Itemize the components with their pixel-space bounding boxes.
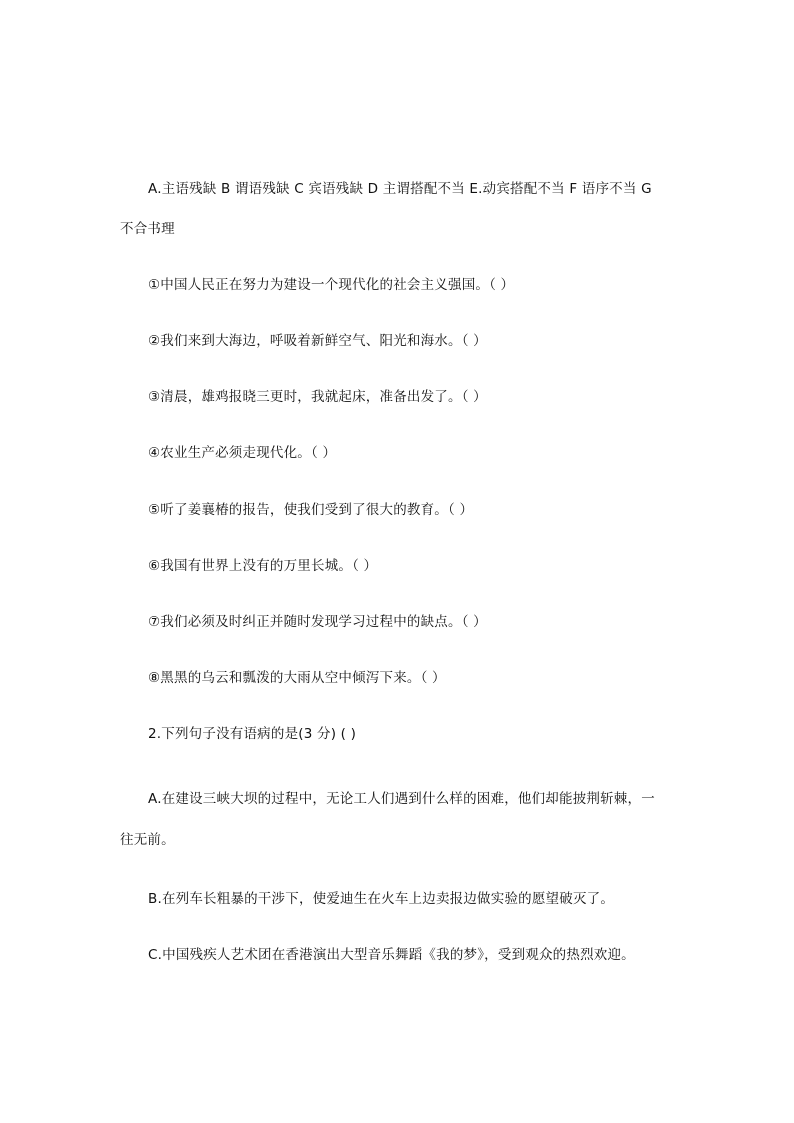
q1-options-line-2: 不合书理 xyxy=(120,221,175,237)
q1-item-7: ⑦我们必须及时纠正并随时发现学习过程中的缺点。（ ） xyxy=(148,614,487,630)
q1-item-1: ①中国人民正在努力为建设一个现代化的社会主义强国。（ ） xyxy=(148,277,515,293)
q2-stem: 2.下列句子没有语病的是(3 分) ( ) xyxy=(148,726,357,742)
q1-options-line-1: A.主语残缺 B 谓语残缺 C 宾语残缺 D 主谓搭配不当 E.动宾搭配不当 F 语序不当 G xyxy=(148,181,652,197)
q2-option-a-line-2: 往无前。 xyxy=(120,832,175,848)
q1-item-2: ②我们来到大海边，呼吸着新鲜空气、阳光和海水。（ ） xyxy=(148,333,487,349)
q2-option-a-line-1: A.在建设三峡大坝的过程中，无论工人们遇到什么样的困难，他们却能披荆斩棘，一 xyxy=(148,791,655,807)
q1-item-5: ⑤听了姜襄椿的报告，使我们受到了很大的教育。（ ） xyxy=(148,502,474,518)
q2-option-c: C.中国残疾人艺术团在香港演出大型音乐舞蹈《我的梦》，受到观众的热烈欢迎。 xyxy=(148,947,635,963)
q1-item-6: ⑥我国有世界上没有的万里长城。（ ） xyxy=(148,558,378,574)
q2-option-b: B.在列车长粗暴的干涉下，使爱迪生在火车上边卖报边做实验的愿望破灭了。 xyxy=(148,891,615,907)
q1-item-8: ⑧黑黑的乌云和瓢泼的大雨从空中倾泻下来。（ ） xyxy=(148,670,446,686)
q1-item-3: ③清晨，雄鸡报晓三更时，我就起床，准备出发了。（ ） xyxy=(148,389,487,405)
q1-item-4: ④农业生产必须走现代化。（ ） xyxy=(148,445,337,461)
